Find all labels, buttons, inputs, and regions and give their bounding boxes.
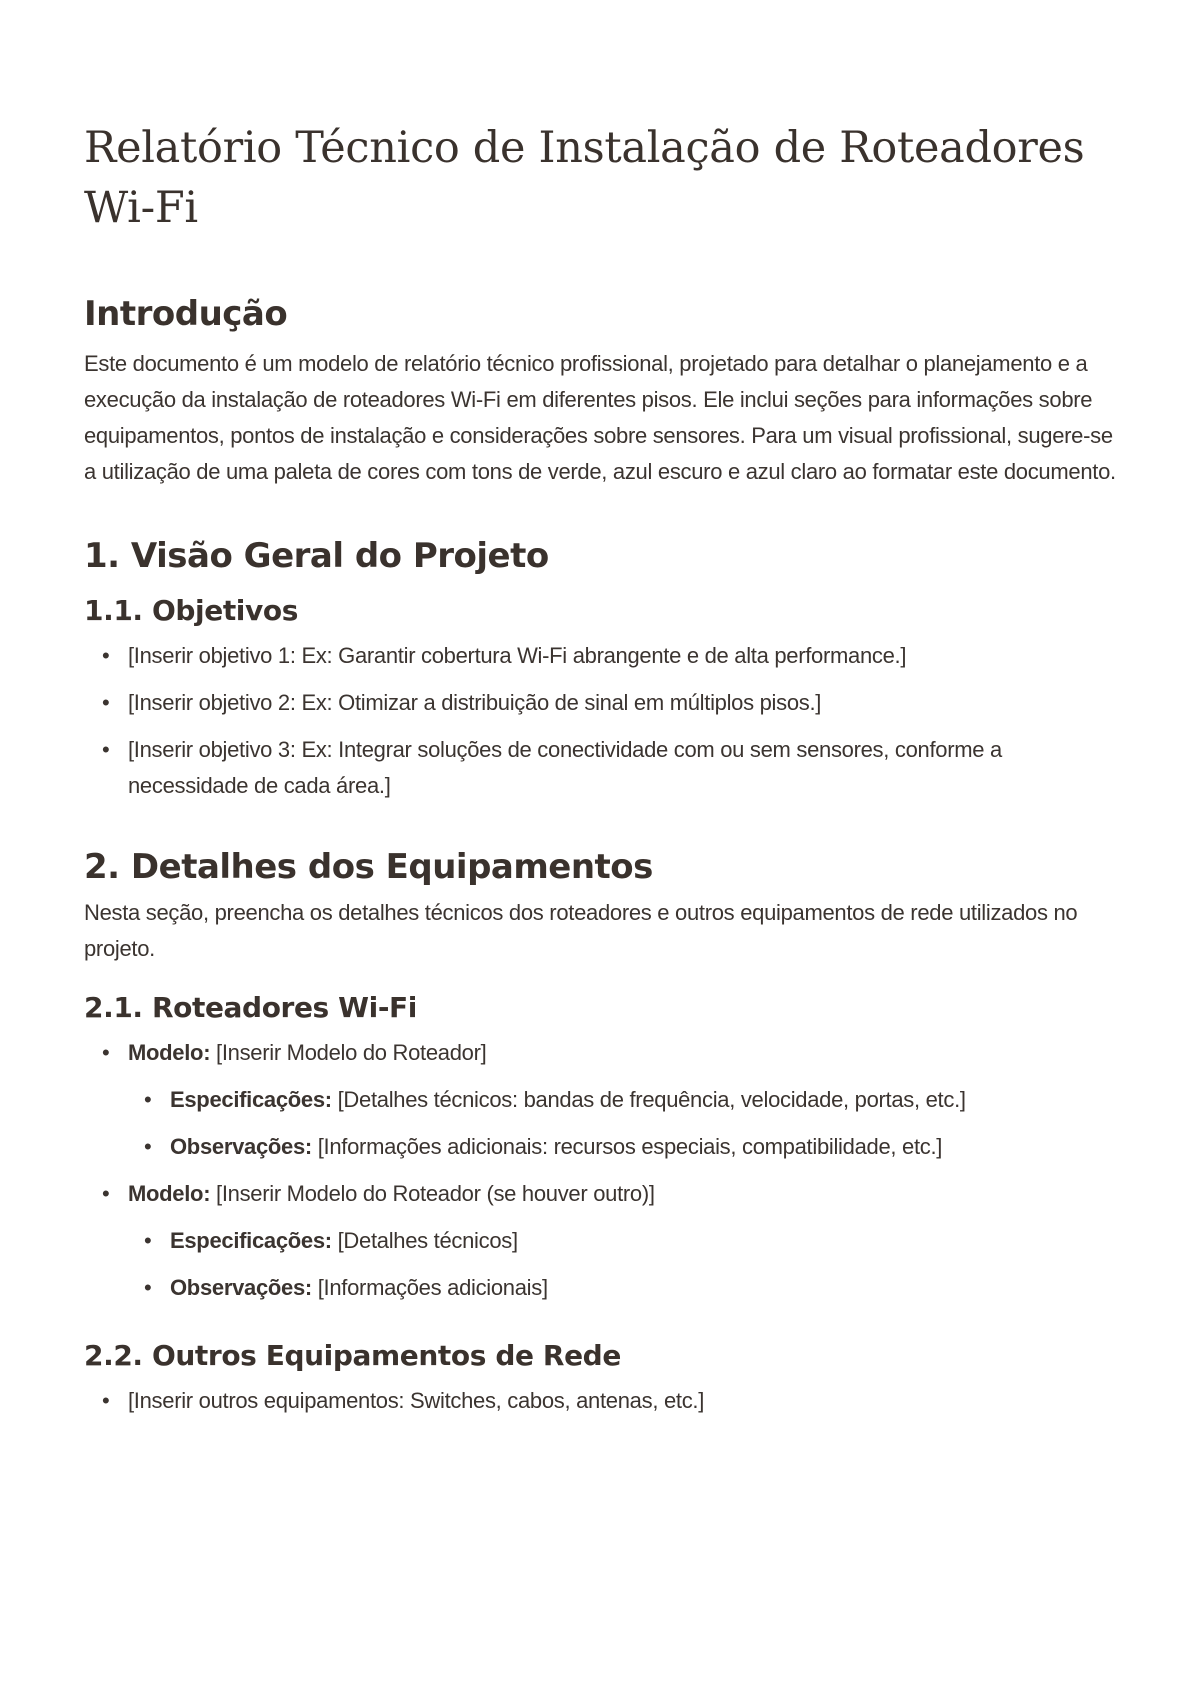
list-item: • [Inserir objetivo 2: Ex: Otimizar a distribuição de sinal em múltiplos pisos.] — [84, 685, 1116, 721]
spec-value: [Detalhes técnicos: bandas de frequência, velocidade, portas, etc.] — [331, 1087, 966, 1112]
obs-label: Observações: — [170, 1275, 312, 1300]
model-value: [Inserir Modelo do Roteador] — [210, 1040, 487, 1065]
list-item: • [Inserir outros equipamentos: Switches, cabos, antenas, etc.] — [84, 1383, 1116, 1419]
routers-heading: 2.1. Roteadores Wi-Fi — [84, 991, 417, 1024]
router-item — [84, 1176, 1116, 1306]
model-value: [Inserir Modelo do Roteador (se houver outro)] — [210, 1181, 655, 1206]
spec-label: Especificações: — [170, 1087, 332, 1112]
list-item — [128, 1129, 1116, 1165]
objectives-heading: 1.1. Objetivos — [84, 594, 298, 627]
list-item: • [Inserir objetivo 3: Ex: Integrar soluções de conectividade com ou sem sensores, conforme a necessidade de cada área.] — [84, 732, 1116, 804]
list-item: • [Inserir objetivo 1: Ex: Garantir cobertura Wi-Fi abrangente e de alta performance.] — [84, 638, 1116, 674]
spec-label: Especificações: — [170, 1228, 332, 1253]
router-details-list — [128, 1223, 1116, 1306]
obs-value: [Informações adicionais: recursos especiais, compatibilidade, etc.] — [311, 1134, 943, 1159]
intro-heading: Introdução — [84, 294, 288, 334]
list-item — [128, 1270, 1116, 1306]
objectives-list — [84, 638, 1116, 804]
list-item — [128, 1223, 1116, 1259]
obs-value: [Informações adicionais] — [311, 1275, 548, 1300]
section1-heading: 1. Visão Geral do Projeto — [84, 536, 549, 576]
spec-value: [Detalhes técnicos] — [331, 1228, 518, 1253]
router-details-list — [128, 1082, 1116, 1165]
model-label: Modelo: — [128, 1040, 211, 1065]
router-item — [84, 1035, 1116, 1165]
routers-list — [84, 1035, 1116, 1306]
other-equipment-heading: 2.2. Outros Equipamentos de Rede — [84, 1339, 621, 1372]
obs-label: Observações: — [170, 1134, 312, 1159]
section2-paragraph: Nesta seção, preencha os detalhes técnicos dos roteadores e outros equipamentos de rede utilizados no projeto. — [84, 900, 1078, 961]
section2-heading: 2. Detalhes dos Equipamentos — [84, 847, 653, 887]
other-equipment-list — [84, 1383, 1116, 1419]
model-label: Modelo: — [128, 1181, 211, 1206]
list-item — [128, 1082, 1116, 1118]
intro-paragraph: Este documento é um modelo de relatório técnico profissional, projetado para detalhar o planejamento e a execução da instalação de roteadores Wi-Fi em diferentes pisos. Ele inclui seções para informações sobre equipamentos, pontos de instalação e considerações sobre sensores. Para um visual profissional, sugere-se a utilização de uma paleta de cores com tons de verde, azul escuro e azul claro ao formatar este documento. — [84, 351, 1116, 484]
document-title: Relatório Técnico de Instalação de Roteadores Wi-Fi — [84, 123, 1085, 233]
